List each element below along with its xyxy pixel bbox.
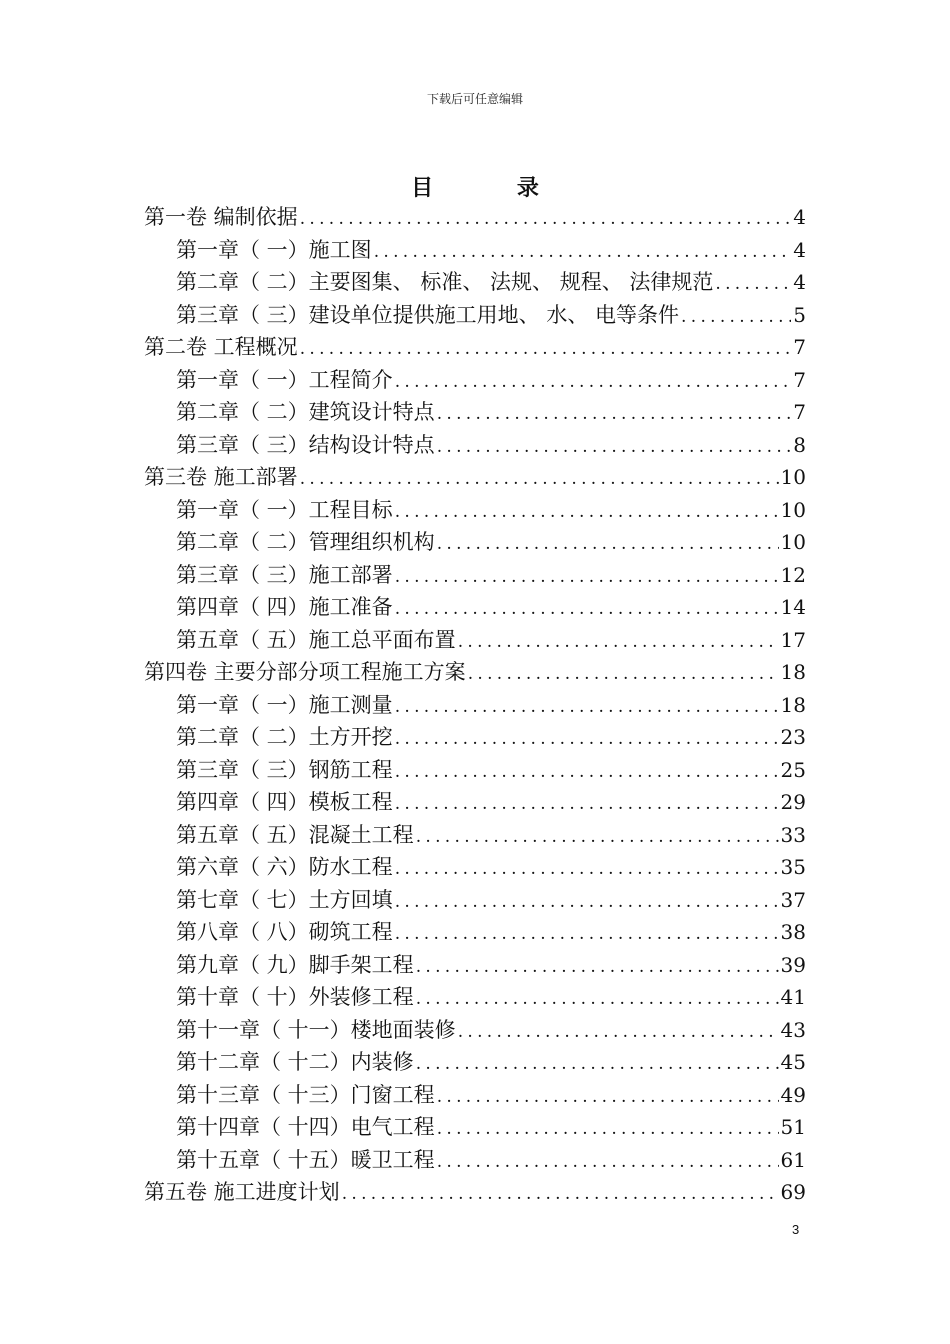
toc-entry-page: 39 (780, 952, 806, 977)
toc-entry-label: 第十三章（ 十三）门窗工程 (176, 1082, 435, 1107)
dot-leader (458, 626, 779, 657)
toc-entry-page: 61 (780, 1147, 806, 1172)
toc-chapter-entry[interactable] (144, 526, 806, 559)
dot-leader (416, 983, 779, 1014)
toc-entry-label: 第二章（ 二）建筑设计特点 (176, 400, 435, 424)
toc-entry-label: 第二章（ 二）土方开挖 (176, 725, 393, 749)
toc-entry-label: 第二章（ 二）主要图集、 标准、 法规、 规程、 法律规范 (176, 270, 714, 294)
dot-leader (437, 398, 792, 429)
toc-entry-page: 35 (780, 855, 806, 879)
table-of-contents (144, 201, 806, 1209)
toc-chapter-entry[interactable] (144, 949, 806, 982)
toc-entry-page: 51 (780, 1115, 806, 1139)
toc-chapter-entry[interactable] (144, 299, 806, 332)
toc-chapter-entry[interactable] (144, 494, 806, 527)
toc-chapter-entry[interactable] (144, 786, 806, 819)
toc-entry-label: 第十二章（ 十二）内装修 (176, 1050, 414, 1074)
toc-entry-label: 第三章（ 三）建设单位提供施工用地、 水、 电等条件 (176, 302, 680, 327)
dot-leader (416, 1048, 779, 1079)
toc-chapter-entry[interactable] (144, 591, 806, 624)
dot-leader (395, 853, 779, 884)
toc-chapter-entry[interactable] (144, 819, 806, 852)
dot-leader (395, 561, 779, 592)
toc-entry-page: 5 (793, 302, 806, 327)
toc-entry-label: 第九章（ 九）脚手架工程 (176, 952, 414, 977)
toc-entry-page: 33 (780, 822, 806, 847)
toc-entry-label: 第一章（ 一）工程目标 (176, 497, 393, 522)
toc-chapter-entry[interactable] (144, 981, 806, 1014)
page-number: 3 (792, 1222, 800, 1237)
toc-entry-label: 第五卷 施工进度计划 (144, 1180, 340, 1204)
toc-chapter-entry[interactable] (144, 721, 806, 754)
toc-entry-page: 4 (793, 205, 806, 229)
dot-leader (437, 1113, 779, 1144)
toc-chapter-entry[interactable] (144, 851, 806, 884)
toc-chapter-entry[interactable] (144, 916, 806, 949)
dot-leader (681, 301, 791, 332)
dot-leader (395, 723, 779, 754)
toc-entry-page: 69 (780, 1180, 806, 1204)
toc-entry-page: 45 (780, 1050, 806, 1074)
toc-entry-label: 第十五章（ 十五）暖卫工程 (176, 1147, 435, 1172)
toc-chapter-entry[interactable] (144, 559, 806, 592)
toc-entry-label: 第二卷 工程概况 (144, 335, 298, 359)
toc-chapter-entry[interactable] (144, 1144, 806, 1177)
toc-chapter-entry[interactable] (144, 1046, 806, 1079)
dot-leader (395, 886, 779, 917)
dot-leader (437, 431, 792, 462)
dot-leader (300, 463, 779, 494)
toc-entry-label: 第六章（ 六）防水工程 (176, 855, 393, 879)
toc-entry-label: 第一章（ 一）工程简介 (176, 367, 393, 392)
toc-entry-page: 14 (780, 595, 806, 619)
toc-entry-page: 29 (780, 790, 806, 814)
toc-chapter-entry[interactable] (144, 364, 806, 397)
toc-entry-page: 10 (780, 465, 806, 489)
toc-entry-label: 第五章（ 五）施工总平面布置 (176, 627, 456, 652)
toc-chapter-entry[interactable] (144, 234, 806, 267)
toc-entry-page: 8 (793, 432, 806, 457)
toc-entry-page: 10 (780, 497, 806, 522)
toc-entry-label: 第八章（ 八）砌筑工程 (176, 920, 393, 944)
toc-entry-page: 43 (780, 1017, 806, 1042)
dot-leader (395, 366, 792, 397)
dot-leader (437, 528, 779, 559)
toc-entry-label: 第三章（ 三）施工部署 (176, 562, 393, 587)
toc-entry-label: 第十一章（ 十一）楼地面装修 (176, 1017, 456, 1042)
toc-entry-page: 7 (793, 400, 806, 424)
dot-leader (395, 593, 779, 624)
toc-entry-label: 第一卷 编制依据 (144, 205, 298, 229)
toc-entry-page: 4 (793, 237, 806, 262)
toc-entry-label: 第二章（ 二）管理组织机构 (176, 530, 435, 554)
toc-entry-label: 第十四章（ 十四）电气工程 (176, 1115, 435, 1139)
toc-entry-page: 37 (780, 887, 806, 912)
toc-entry-label: 第三卷 施工部署 (144, 465, 298, 489)
toc-entry-page: 41 (780, 985, 806, 1009)
toc-title: 目 录 (411, 175, 577, 201)
dot-leader (374, 236, 792, 267)
toc-entry-page: 7 (793, 367, 806, 392)
toc-chapter-entry[interactable] (144, 396, 806, 429)
dot-leader (395, 918, 779, 949)
toc-chapter-entry[interactable] (144, 1079, 806, 1112)
toc-chapter-entry[interactable] (144, 754, 806, 787)
dot-leader (300, 333, 792, 364)
toc-volume-entry[interactable] (144, 201, 806, 234)
toc-chapter-entry[interactable] (144, 689, 806, 722)
toc-entry-label: 第一章（ 一）施工测量 (176, 692, 393, 717)
dot-leader (437, 1146, 779, 1177)
toc-volume-entry[interactable] (144, 1176, 806, 1209)
toc-entry-page: 25 (780, 757, 806, 782)
toc-entry-page: 17 (780, 627, 806, 652)
toc-chapter-entry[interactable] (144, 1111, 806, 1144)
toc-chapter-entry[interactable] (144, 884, 806, 917)
toc-entry-page: 10 (780, 530, 806, 554)
dot-leader (458, 1016, 779, 1047)
dot-leader (416, 951, 779, 982)
toc-entry-label: 第十章（ 十）外装修工程 (176, 985, 414, 1009)
dot-leader (342, 1178, 779, 1209)
dot-leader (715, 268, 791, 299)
toc-entry-label: 第四章（ 四）模板工程 (176, 790, 393, 814)
toc-volume-entry[interactable] (144, 461, 806, 494)
toc-entry-label: 第一章（ 一）施工图 (176, 237, 372, 262)
toc-entry-page: 49 (780, 1082, 806, 1107)
toc-entry-page: 4 (793, 270, 806, 294)
toc-entry-label: 第四章（ 四）施工准备 (176, 595, 393, 619)
dot-leader (395, 756, 779, 787)
dot-leader (395, 496, 779, 527)
toc-entry-page: 18 (780, 660, 806, 684)
toc-chapter-entry[interactable] (144, 1014, 806, 1047)
toc-entry-page: 7 (793, 335, 806, 359)
toc-entry-label: 第四卷 主要分部分项工程施工方案 (144, 660, 466, 684)
toc-entry-page: 12 (780, 562, 806, 587)
toc-entry-label: 第三章（ 三）钢筋工程 (176, 757, 393, 782)
dot-leader (416, 821, 779, 852)
dot-leader (468, 658, 779, 689)
toc-chapter-entry[interactable] (144, 624, 806, 657)
toc-volume-entry[interactable] (144, 656, 806, 689)
dot-leader (300, 203, 792, 234)
header-note: 下载后可任意编辑 (426, 92, 523, 106)
dot-leader (437, 1081, 779, 1112)
toc-entry-page: 38 (780, 920, 806, 944)
toc-entry-label: 第三章（ 三）结构设计特点 (176, 432, 435, 457)
toc-entry-page: 18 (780, 692, 806, 717)
toc-volume-entry[interactable] (144, 331, 806, 364)
toc-entry-label: 第七章（ 七）土方回填 (176, 887, 393, 912)
toc-entry-page: 23 (780, 725, 806, 749)
toc-chapter-entry[interactable] (144, 429, 806, 462)
dot-leader (395, 691, 779, 722)
toc-chapter-entry[interactable] (144, 266, 806, 299)
toc-entry-label: 第五章（ 五）混凝土工程 (176, 822, 414, 847)
dot-leader (395, 788, 779, 819)
